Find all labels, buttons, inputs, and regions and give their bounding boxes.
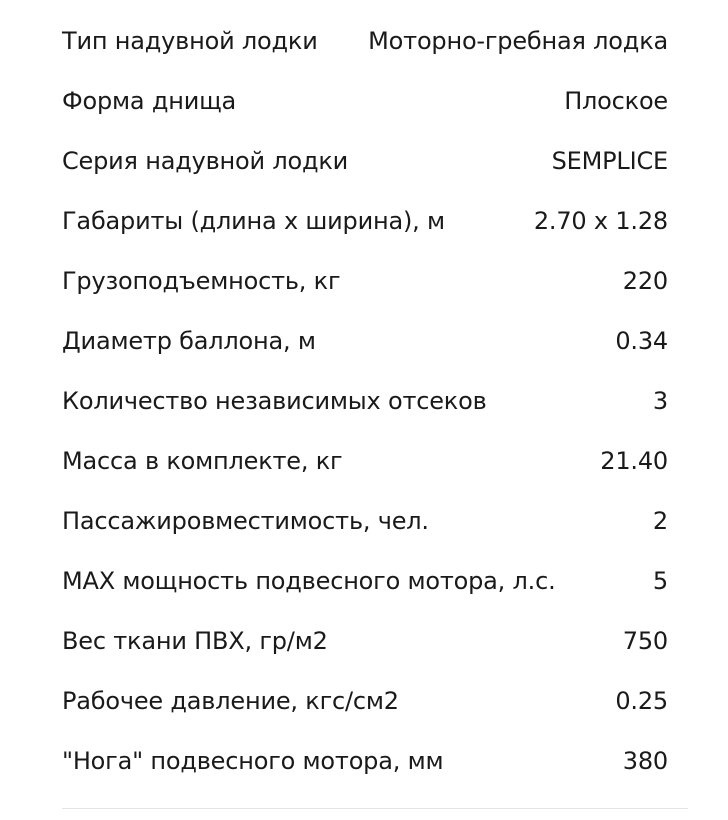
spec-value: 2.70 x 1.28 — [533, 207, 668, 235]
spec-value: Моторно-гребная лодка — [368, 27, 668, 55]
spec-value: 5 — [652, 567, 668, 595]
spec-value: 21.40 — [600, 447, 668, 475]
spec-label: Диаметр баллона, м — [62, 327, 316, 355]
spec-label: Количество независимых отсеков — [62, 387, 487, 415]
spec-value: Плоское — [564, 87, 668, 115]
spec-row-motor-shaft — [62, 731, 668, 791]
spec-label: Габариты (длина х ширина), м — [62, 207, 445, 235]
spec-row-compartments — [62, 371, 668, 431]
spec-row-tube-diameter — [62, 311, 668, 371]
spec-row-hull-shape — [62, 71, 668, 131]
spec-label: MAX мощность подвесного мотора, л.с. — [62, 567, 556, 595]
spec-table — [62, 11, 668, 791]
spec-value: 0.25 — [615, 687, 668, 715]
spec-row-fabric-weight — [62, 611, 668, 671]
spec-value: 380 — [622, 747, 668, 775]
spec-label: Пассажировместимость, чел. — [62, 507, 429, 535]
spec-label: Форма днища — [62, 87, 237, 115]
spec-row-dimensions — [62, 191, 668, 251]
spec-row-working-pressure — [62, 671, 668, 731]
spec-label: Масса в комплекте, кг — [62, 447, 343, 475]
spec-value: 2 — [652, 507, 668, 535]
spec-label: Грузоподъемность, кг — [62, 267, 341, 295]
divider — [62, 808, 688, 809]
spec-label: "Нога" подвесного мотора, мм — [62, 747, 444, 775]
spec-label: Серия надувной лодки — [62, 147, 349, 175]
spec-label: Вес ткани ПВХ, гр/м2 — [62, 627, 328, 655]
spec-row-passengers — [62, 491, 668, 551]
spec-value: 3 — [652, 387, 668, 415]
spec-label: Тип надувной лодки — [62, 27, 318, 55]
spec-row-load-capacity — [62, 251, 668, 311]
spec-row-weight — [62, 431, 668, 491]
spec-row-boat-type — [62, 11, 668, 71]
spec-row-series — [62, 131, 668, 191]
spec-value: 0.34 — [615, 327, 668, 355]
spec-value: 750 — [622, 627, 668, 655]
spec-label: Рабочее давление, кгс/см2 — [62, 687, 399, 715]
spec-value: 220 — [622, 267, 668, 295]
spec-value: SEMPLICE — [551, 147, 668, 175]
spec-row-max-motor-power — [62, 551, 668, 611]
